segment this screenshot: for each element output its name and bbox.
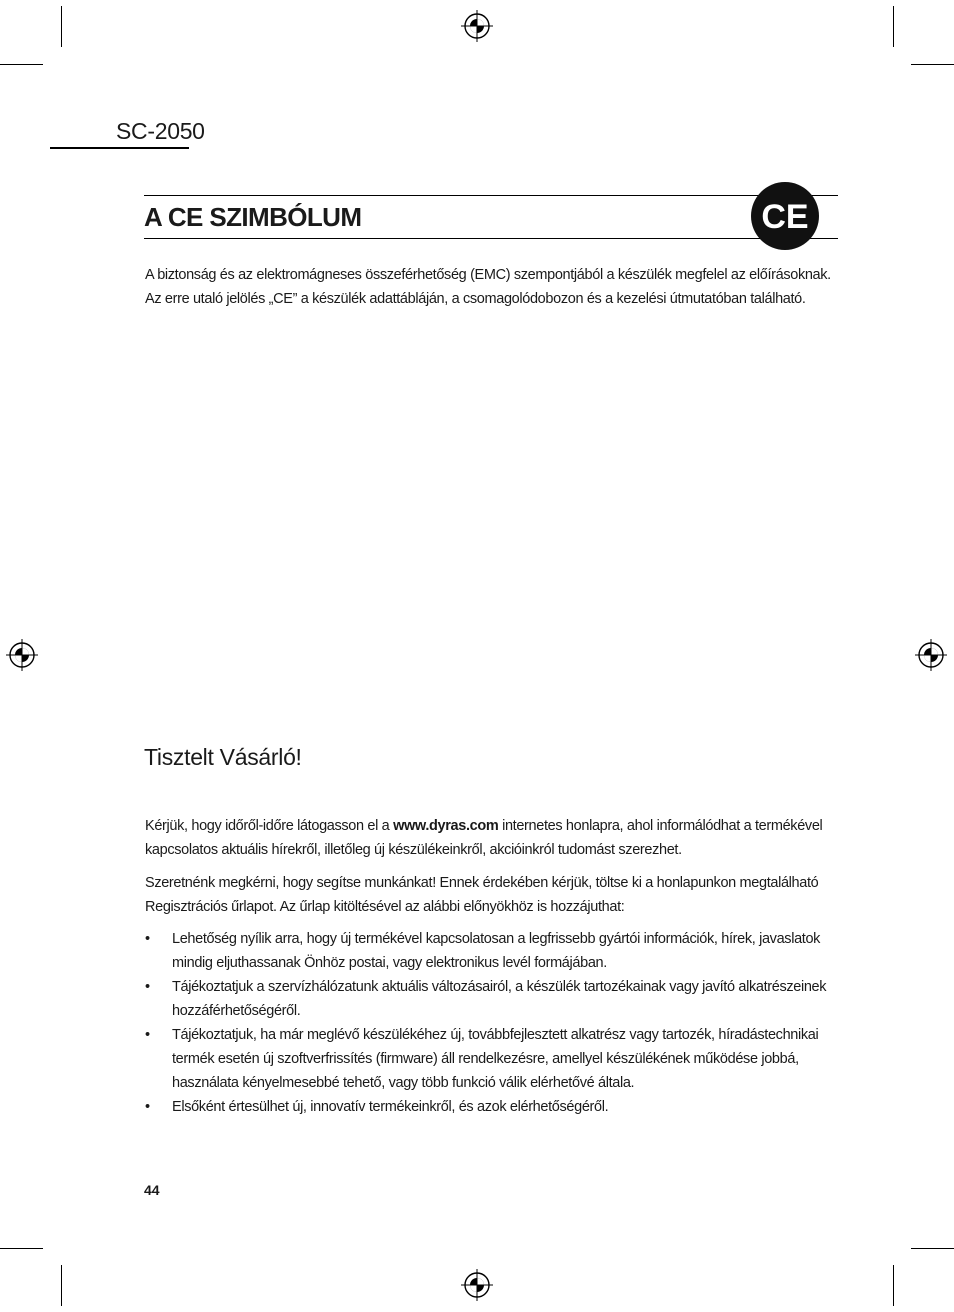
list-item [145, 975, 826, 1023]
crop-mark-bottom-right-h [911, 1248, 954, 1249]
crop-mark-top-left-h [0, 64, 43, 65]
registration-paragraph [145, 871, 818, 919]
crop-mark-top-left-v [61, 6, 62, 47]
list-item-line: Elsőként értesülhet új, innovatív termékeinkről, és azok elérhetőségéről. [172, 1099, 609, 1115]
list-item-line: Tájékoztatjuk a szervízhálózatunk aktuális változásairól, a készülék tartozékainak vagy javító alkatrészeinek [172, 979, 827, 995]
crop-mark-top-right-h [911, 64, 954, 65]
list-item [145, 1095, 826, 1119]
crop-mark-bottom-right-v [893, 1265, 894, 1306]
list-item [145, 1023, 826, 1095]
title-rule-bottom [144, 238, 838, 239]
paragraph-line [145, 814, 822, 838]
list-item-line: hozzáférhetőségéről. [172, 1003, 301, 1019]
crop-mark-bottom-left-h [0, 1248, 43, 1249]
registration-mark-icon-bottom [460, 1268, 494, 1302]
list-item-line: termék esetén új szoftverfrissítés (firmware) áll rendelkezésre, amellyel készülékének működése jobbá, [172, 1051, 799, 1067]
text-after-link: internetes honlapra, ahol informálódhat a termékével [498, 818, 823, 834]
model-number: SC-2050 [116, 118, 205, 144]
benefits-list [145, 927, 826, 1119]
section-title: A CE SZIMBÓLUM [144, 202, 362, 232]
registration-mark-icon-right [914, 638, 948, 672]
ce-description-line: Az erre utaló jelölés „CE” a készülék adattábláján, a csomagolódobozon és a kezelési útmutatóban található. [145, 291, 806, 307]
page-number: 44 [144, 1182, 160, 1198]
list-item-line: mindig eljuthassanak Önhöz postai, vagy elektronikus levél formájában. [172, 955, 607, 971]
text-before-link: Kérjük, hogy időről-időre látogasson el a [145, 818, 394, 834]
greeting-heading: Tisztelt Vásárló! [144, 744, 302, 770]
bullet-marker: • [145, 1099, 150, 1115]
list-item-line: Lehetőség nyílik arra, hogy új termékével kapcsolatosan a legfrissebb gyártói információk, hírek, javaslatok [172, 931, 821, 947]
bullet-marker: • [145, 1027, 150, 1043]
paragraph-line: kapcsolatos aktuális hírekről, illetőleg új készülékeinkről, akcióinkról tudomást szerezhet. [145, 842, 682, 858]
bullet-marker: • [145, 931, 150, 947]
paragraph-line: Regisztrációs űrlapot. Az űrlap kitöltésével az alábbi előnyökhöz is hozzájuthat: [145, 899, 625, 915]
list-item [145, 927, 826, 975]
title-rule-top [144, 195, 838, 196]
ce-description-line: A biztonság és az elektromágneses összeférhetőség (EMC) szempontjából a készülék megfelel az előírásoknak. [145, 267, 831, 283]
list-item-line: használata kényelmesebbé tehető, vagy több funkció válik elérhetővé általa. [172, 1075, 635, 1091]
list-item-line: Tájékoztatjuk, ha már meglévő készülékéhez új, továbbfejlesztett alkatrész vagy tartozék, híradástechnikai [172, 1027, 819, 1043]
ce-description [145, 263, 831, 311]
visit-website-paragraph [145, 814, 822, 862]
registration-mark-icon-left [5, 638, 39, 672]
crop-mark-top-right-v [893, 6, 894, 47]
crop-mark-bottom-left-v [61, 1265, 62, 1306]
model-underline [50, 147, 189, 149]
ce-mark-icon [750, 181, 820, 251]
registration-mark-icon-top [460, 9, 494, 43]
website-link[interactable]: www.dyras.com [393, 818, 499, 834]
ce-mark-text: CE [761, 198, 809, 236]
bullet-marker: • [145, 979, 150, 995]
paragraph-line: Szeretnénk megkérni, hogy segítse munkánkat! Ennek érdekében kérjük, töltse ki a honlapunkon megtalálható [145, 875, 819, 891]
